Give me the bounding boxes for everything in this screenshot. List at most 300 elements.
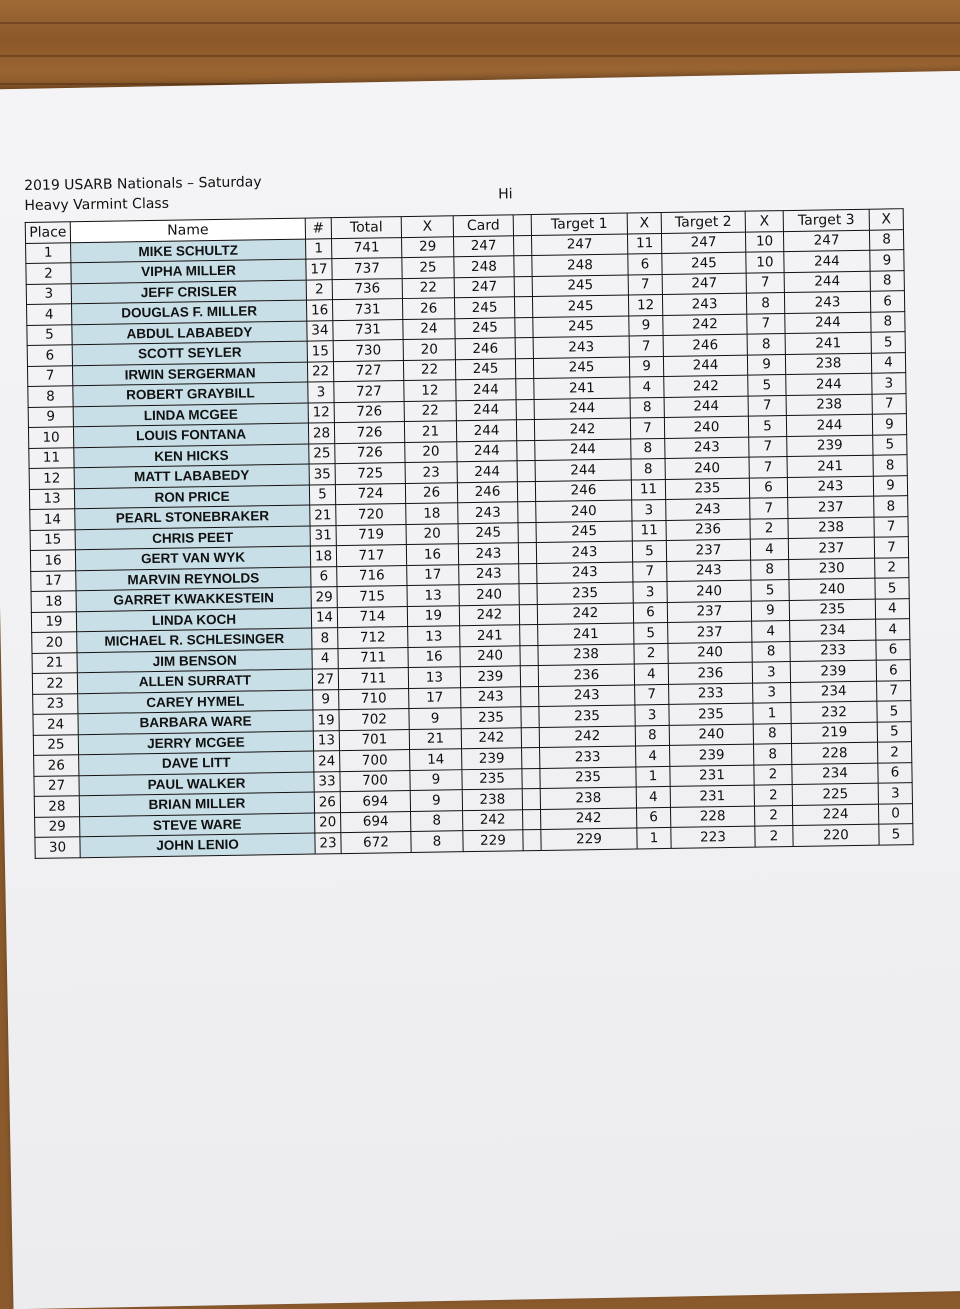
cell-x: 21: [409, 728, 461, 749]
cell-name: JOHN LENIO: [80, 833, 315, 857]
cell-x: 13: [408, 667, 460, 688]
cell-number: 4: [312, 648, 338, 669]
cell-target3: 241: [785, 332, 871, 354]
cell-name: GARRET KWAKKESTEIN: [76, 587, 311, 611]
cell-target1: 243: [536, 541, 632, 563]
cell-target2: 247: [662, 273, 746, 295]
cell-x1: 4: [630, 376, 664, 397]
cell-x: 21: [404, 421, 456, 442]
cell-target3: 234: [790, 619, 876, 641]
document-title: 2019 USARB Nationals – Saturday: [24, 174, 262, 194]
cell-name: ALLEN SURRATT: [77, 669, 312, 693]
cell-card: 247: [454, 276, 514, 297]
cell-x2: 8: [751, 559, 789, 580]
cell-x1: 7: [635, 684, 669, 705]
cell-target3: 234: [791, 681, 877, 703]
cell-target3: 225: [792, 783, 878, 805]
cell-target2: 240: [668, 642, 752, 664]
cell-total: 731: [332, 299, 402, 321]
cell-name: CAREY HYMEL: [78, 690, 313, 714]
cell-card: 246: [455, 338, 515, 359]
cell-target2: 235: [665, 478, 749, 500]
cell-x1: 4: [634, 663, 668, 684]
cell-card: 243: [458, 502, 518, 523]
cell-number: 23: [315, 833, 341, 854]
cell-target2: 240: [664, 416, 748, 438]
cell-target2: 236: [666, 519, 750, 541]
cell-number: 34: [307, 320, 333, 341]
cell-x: 9: [410, 790, 462, 811]
cell-x: 17: [409, 687, 461, 708]
cell-target3: 234: [792, 763, 878, 785]
cell-number: 8: [312, 628, 338, 649]
cell-spacer: [522, 747, 540, 768]
cell-x3: 7: [872, 393, 906, 414]
cell-target2: 237: [668, 621, 752, 643]
cell-target2: 243: [665, 437, 749, 459]
cell-number: 35: [309, 464, 335, 485]
cell-name: JEFF CRISLER: [71, 280, 306, 304]
cell-target1: 235: [539, 705, 635, 727]
cell-x3: 8: [869, 229, 903, 250]
cell-spacer: [517, 461, 535, 482]
cell-x: 9: [409, 708, 461, 729]
cell-x2: 2: [755, 826, 793, 847]
cell-total: 720: [336, 504, 406, 526]
cell-name: JERRY MCGEE: [78, 731, 313, 755]
cell-target3: 243: [787, 476, 873, 498]
cell-place: 2: [26, 263, 71, 284]
cell-x: 19: [407, 605, 459, 626]
cell-number: 15: [307, 341, 333, 362]
cell-target1: 243: [533, 336, 629, 358]
cell-x2: 10: [745, 231, 783, 252]
cell-target2: 223: [671, 826, 755, 848]
cell-x1: 11: [631, 479, 665, 500]
cell-place: 22: [32, 673, 77, 694]
header-target2: Target 2: [661, 211, 745, 233]
cell-place: 27: [34, 775, 79, 796]
cell-x3: 7: [874, 537, 908, 558]
cell-x3: 7: [877, 680, 911, 701]
cell-x: 22: [404, 400, 456, 421]
cell-number: 24: [314, 751, 340, 772]
cell-target3: 239: [790, 660, 876, 682]
cell-card: 247: [453, 235, 513, 256]
cell-number: 19: [313, 710, 339, 731]
header-total: Total: [331, 217, 401, 239]
cell-x1: 11: [627, 233, 661, 254]
cell-target1: 240: [536, 500, 632, 522]
cell-card: 238: [462, 789, 522, 810]
cell-number: 14: [311, 607, 337, 628]
cell-name: LINDA KOCH: [76, 608, 311, 632]
cell-spacer: [517, 481, 535, 502]
cell-x2: 2: [750, 518, 788, 539]
cell-place: 21: [32, 652, 77, 673]
cell-spacer: [514, 276, 532, 297]
cell-x1: 4: [636, 745, 670, 766]
cell-target2: 246: [663, 334, 747, 356]
cell-card: 244: [456, 379, 516, 400]
cell-spacer: [516, 420, 534, 441]
cell-x: 9: [410, 769, 462, 790]
cell-place: 19: [31, 611, 76, 632]
cell-target1: 245: [536, 520, 632, 542]
header-card: Card: [453, 215, 513, 236]
cell-x1: 8: [631, 458, 665, 479]
cell-target2: 244: [664, 396, 748, 418]
cell-x1: 5: [634, 622, 668, 643]
cell-number: 1: [306, 238, 332, 259]
cell-target3: 224: [792, 804, 878, 826]
cell-x2: 7: [750, 498, 788, 519]
cell-target3: 247: [783, 230, 869, 252]
cell-place: 20: [32, 632, 77, 653]
cell-spacer: [515, 358, 533, 379]
cell-x1: 11: [632, 520, 666, 541]
cell-name: IRWIN SERGERMAN: [72, 362, 307, 386]
cell-name: SCOTT SEYLER: [72, 341, 307, 365]
cell-target1: 238: [540, 787, 636, 809]
cell-spacer: [515, 338, 533, 359]
cell-name: DOUGLAS F. MILLER: [72, 300, 307, 324]
cell-spacer: [516, 379, 534, 400]
cell-name: GERT VAN WYK: [75, 546, 310, 570]
cell-target3: 237: [788, 537, 874, 559]
cell-card: 239: [462, 748, 522, 769]
cell-total: 701: [339, 729, 409, 751]
cell-target3: 238: [785, 353, 871, 375]
cell-place: 16: [30, 550, 75, 571]
cell-place: 17: [31, 570, 76, 591]
cell-card: 245: [455, 358, 515, 379]
cell-target3: 240: [789, 578, 875, 600]
cell-x2: 9: [751, 600, 789, 621]
header-place: Place: [25, 222, 70, 243]
cell-x2: 8: [753, 723, 791, 744]
cell-card: 243: [459, 563, 519, 584]
cell-target2: 245: [662, 252, 746, 274]
cell-place: 10: [28, 427, 73, 448]
cell-place: 23: [33, 693, 78, 714]
cell-x3: 5: [875, 578, 909, 599]
cell-name: MIKE SCHULTZ: [71, 239, 306, 263]
cell-number: 13: [313, 730, 339, 751]
cell-x2: 9: [747, 354, 785, 375]
cell-x2: 4: [752, 621, 790, 642]
cell-x2: 7: [749, 436, 787, 457]
cell-name: PAUL WALKER: [79, 772, 314, 796]
cell-target1: 245: [532, 275, 628, 297]
cell-target2: 235: [669, 703, 753, 725]
results-body: [26, 229, 914, 858]
cell-x3: 9: [870, 250, 904, 271]
cell-name: CHRIS PEET: [75, 526, 310, 550]
cell-card: 245: [458, 522, 518, 543]
cell-total: 737: [332, 258, 402, 280]
cell-target1: 241: [534, 377, 630, 399]
cell-name: MATT LABABEDY: [74, 464, 309, 488]
cell-spacer: [521, 686, 539, 707]
header-target1: Target 1: [531, 213, 627, 235]
cell-spacer: [519, 563, 537, 584]
cell-x3: 2: [877, 742, 911, 763]
cell-number: 5: [309, 484, 335, 505]
cell-x: 14: [410, 749, 462, 770]
cell-card: 245: [454, 297, 514, 318]
cell-x2: 2: [754, 805, 792, 826]
cell-target2: 243: [666, 498, 750, 520]
cell-target1: 244: [535, 439, 631, 461]
cell-spacer: [515, 317, 533, 338]
cell-x1: 9: [629, 356, 663, 377]
cell-total: 741: [332, 237, 402, 259]
cell-x: 23: [405, 462, 457, 483]
cell-x3: 6: [876, 639, 910, 660]
cell-target2: 244: [663, 355, 747, 377]
cell-x: 16: [408, 646, 460, 667]
cell-target3: 235: [789, 599, 875, 621]
cell-target2: 236: [668, 662, 752, 684]
cell-place: 30: [35, 837, 80, 858]
cell-place: 1: [26, 242, 71, 263]
cell-total: 700: [340, 750, 410, 772]
cell-spacer: [517, 440, 535, 461]
cell-spacer: [520, 624, 538, 645]
cell-target1: 243: [539, 684, 635, 706]
cell-x1: 7: [633, 561, 667, 582]
cell-x1: 5: [632, 540, 666, 561]
cell-x1: 6: [633, 602, 667, 623]
cell-place: 5: [27, 324, 72, 345]
cell-x: 20: [405, 441, 457, 462]
cell-number: 22: [307, 361, 333, 382]
cell-x2: 10: [746, 252, 784, 273]
cell-x: 8: [411, 831, 463, 852]
cell-target1: 245: [533, 357, 629, 379]
cell-total: 730: [333, 340, 403, 362]
cell-x2: 1: [753, 703, 791, 724]
cell-x3: 2: [875, 557, 909, 578]
cell-x2: 7: [749, 457, 787, 478]
cell-name: DAVE LITT: [79, 751, 314, 775]
cell-total: 710: [339, 688, 409, 710]
cell-place: 6: [27, 345, 72, 366]
cell-target3: 241: [787, 455, 873, 477]
cell-card: 240: [460, 645, 520, 666]
cell-x1: 9: [629, 315, 663, 336]
cell-number: 29: [311, 587, 337, 608]
cell-x3: 8: [871, 311, 905, 332]
header-name: Name: [70, 218, 305, 242]
cell-target3: 237: [788, 496, 874, 518]
cell-spacer: [513, 235, 531, 256]
cell-number: 3: [308, 382, 334, 403]
cell-target1: 241: [538, 623, 634, 645]
cell-target1: 243: [537, 561, 633, 583]
cell-spacer: [518, 502, 536, 523]
cell-number: 6: [311, 566, 337, 587]
cell-place: 14: [30, 509, 75, 530]
cell-x2: 3: [752, 662, 790, 683]
cell-total: 736: [332, 278, 402, 300]
cell-x3: 6: [878, 762, 912, 783]
cell-number: 17: [306, 259, 332, 280]
results-table: [25, 208, 914, 858]
cell-x3: 4: [875, 598, 909, 619]
cell-number: 2: [306, 279, 332, 300]
cell-target3: 232: [791, 701, 877, 723]
cell-x3: 6: [876, 660, 910, 681]
cell-name: MICHAEL R. SCHLESINGER: [77, 628, 312, 652]
cell-target2: 228: [670, 806, 754, 828]
cell-total: 731: [333, 319, 403, 341]
cell-target1: 245: [532, 295, 628, 317]
cell-total: 724: [335, 483, 405, 505]
cell-target2: 240: [667, 580, 751, 602]
cell-target1: 235: [540, 766, 636, 788]
results-document: [24, 162, 940, 859]
cell-spacer: [514, 256, 532, 277]
cell-card: 235: [462, 768, 522, 789]
cell-total: 715: [337, 586, 407, 608]
cell-x: 16: [406, 544, 458, 565]
cell-x3: 5: [879, 824, 913, 845]
cell-target2: 240: [665, 457, 749, 479]
cell-x: 13: [408, 626, 460, 647]
cell-total: 672: [341, 832, 411, 854]
cell-card: 235: [461, 707, 521, 728]
cell-target2: 233: [669, 683, 753, 705]
cell-x2: 3: [753, 682, 791, 703]
cell-place: 18: [31, 591, 76, 612]
header-number: #: [305, 218, 331, 239]
cell-total: 727: [333, 360, 403, 382]
cell-x2: 7: [747, 313, 785, 334]
header-x2: X: [745, 211, 783, 232]
cell-x2: 4: [750, 539, 788, 560]
cell-x2: 2: [754, 764, 792, 785]
cell-spacer: [520, 645, 538, 666]
cell-x2: 7: [746, 272, 784, 293]
cell-target3: 219: [791, 722, 877, 744]
cell-card: 243: [461, 686, 521, 707]
cell-x1: 2: [634, 643, 668, 664]
cell-total: 726: [334, 422, 404, 444]
cell-number: 9: [313, 689, 339, 710]
cell-spacer: [521, 706, 539, 727]
cell-name: PEARL STONEBRAKER: [75, 505, 310, 529]
cell-x2: 8: [752, 641, 790, 662]
cell-x2: 2: [754, 785, 792, 806]
cell-target1: 235: [537, 582, 633, 604]
cell-x3: 6: [870, 291, 904, 312]
cell-place: 29: [35, 816, 80, 837]
cell-total: 717: [336, 545, 406, 567]
cell-x1: 6: [636, 807, 670, 828]
cell-x3: 5: [873, 434, 907, 455]
cell-target3: 244: [785, 312, 871, 334]
cell-x2: 7: [748, 395, 786, 416]
cell-name: ABDUL LABABEDY: [72, 321, 307, 345]
cell-place: 28: [34, 796, 79, 817]
cell-spacer: [522, 788, 540, 809]
cell-total: 714: [337, 606, 407, 628]
cell-x: 24: [403, 318, 455, 339]
cell-card: 248: [454, 256, 514, 277]
hi-card-label: Hi: [498, 186, 513, 203]
cell-card: 242: [459, 604, 519, 625]
cell-name: KEN HICKS: [74, 444, 309, 468]
cell-x3: 7: [874, 516, 908, 537]
cell-x2: 5: [751, 580, 789, 601]
cell-card: 241: [460, 625, 520, 646]
cell-number: 27: [312, 669, 338, 690]
cell-target2: 247: [661, 232, 745, 254]
cell-total: 711: [338, 647, 408, 669]
cell-x3: 0: [878, 803, 912, 824]
cell-target1: 229: [541, 828, 637, 850]
cell-target3: 244: [786, 373, 872, 395]
cell-target3: 238: [788, 517, 874, 539]
cell-target2: 242: [664, 375, 748, 397]
cell-place: 3: [26, 283, 71, 304]
cell-x3: 5: [877, 701, 911, 722]
cell-x3: 8: [873, 455, 907, 476]
cell-target3: 243: [784, 291, 870, 313]
cell-card: 244: [456, 420, 516, 441]
cell-total: 711: [338, 668, 408, 690]
cell-number: 25: [309, 443, 335, 464]
cell-card: 244: [457, 440, 517, 461]
cell-target1: 248: [532, 254, 628, 276]
cell-total: 726: [334, 401, 404, 423]
cell-x3: 5: [871, 332, 905, 353]
header-x3: X: [869, 209, 903, 230]
cell-x1: 1: [637, 827, 671, 848]
cell-x3: 4: [871, 352, 905, 373]
cell-spacer: [523, 809, 541, 830]
cell-target3: 228: [792, 742, 878, 764]
cell-place: 7: [27, 365, 72, 386]
cell-number: 33: [314, 771, 340, 792]
cell-number: 20: [315, 812, 341, 833]
cell-target3: 230: [789, 558, 875, 580]
cell-total: 702: [339, 709, 409, 731]
cell-target3: 220: [793, 824, 879, 846]
cell-x: 18: [406, 503, 458, 524]
header-target3: Target 3: [783, 209, 869, 231]
cell-name: RON PRICE: [74, 485, 309, 509]
cell-total: 719: [336, 524, 406, 546]
cell-x: 12: [404, 380, 456, 401]
cell-x: 20: [406, 523, 458, 544]
cell-target1: 238: [538, 643, 634, 665]
cell-target1: 242: [539, 725, 635, 747]
cell-x1: 8: [635, 725, 669, 746]
cell-number: 16: [306, 300, 332, 321]
cell-target2: 231: [670, 765, 754, 787]
cell-x2: 5: [748, 416, 786, 437]
cell-card: 244: [456, 399, 516, 420]
cell-x1: 3: [632, 499, 666, 520]
cell-x2: 8: [747, 334, 785, 355]
cell-total: 727: [334, 381, 404, 403]
cell-target2: 237: [667, 601, 751, 623]
cell-x2: 5: [748, 375, 786, 396]
cell-x: 22: [402, 277, 454, 298]
